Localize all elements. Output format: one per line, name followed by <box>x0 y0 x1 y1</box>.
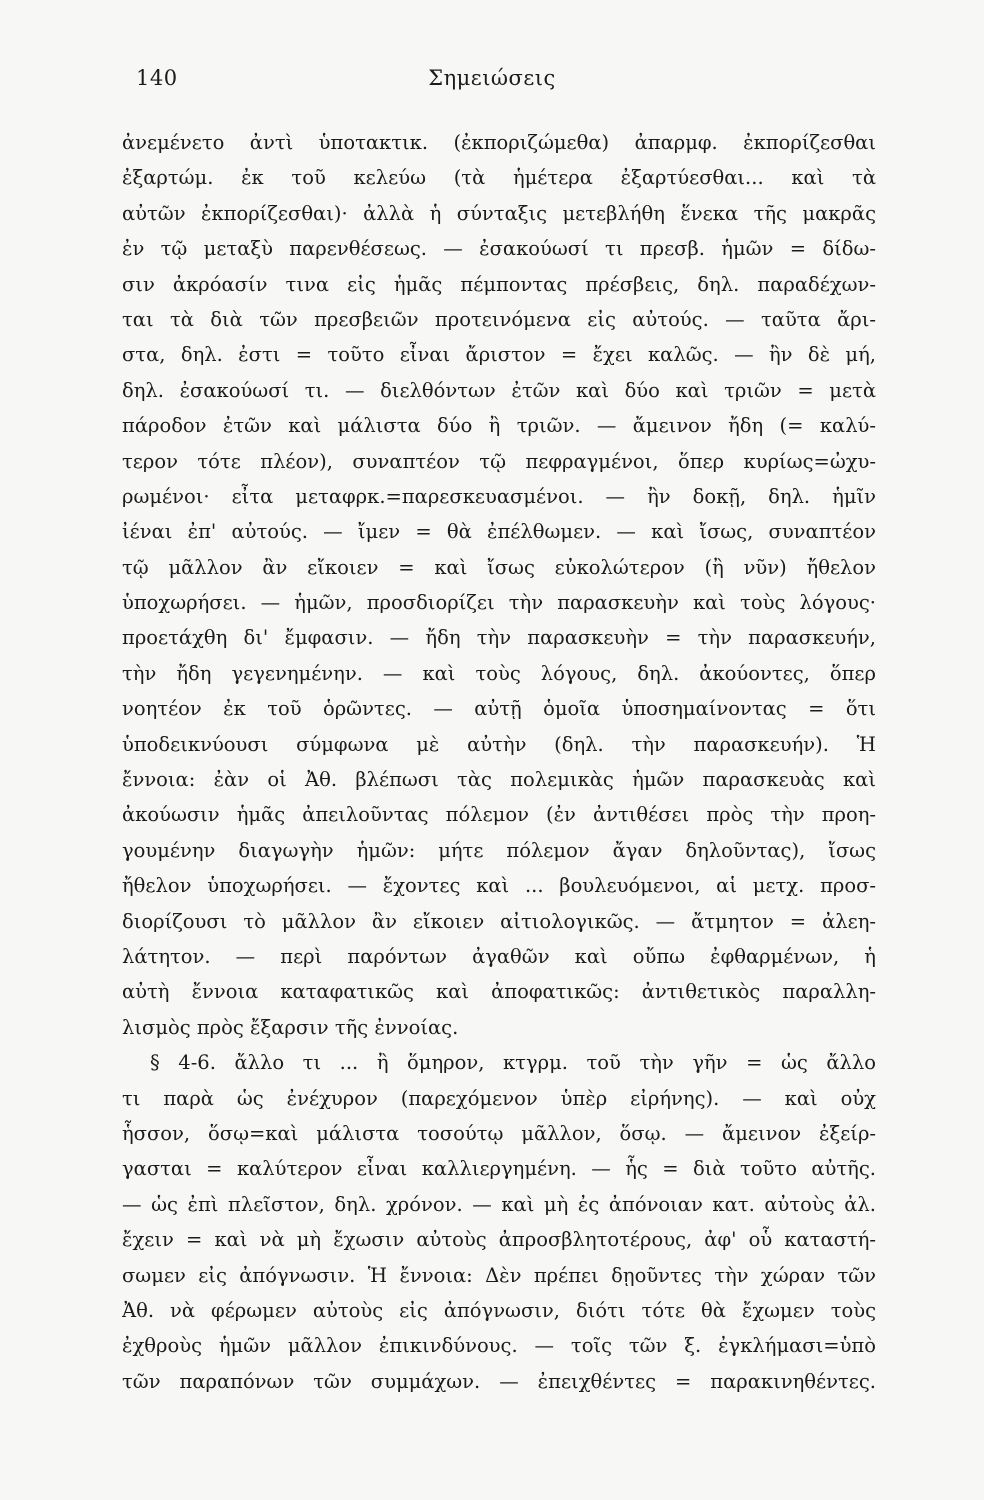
text-line: δηλ. ἐσακούωσί τι. — διελθόντων ἐτῶν καὶ δύο καὶ τριῶν = μετὰ <box>122 378 876 402</box>
running-title: Σημειώσεις <box>428 66 556 90</box>
text-line: γουμένην διαγωγὴν ἡμῶν: μήτε πόλεμον ἄγαν δηλοῦντας), ἴσως <box>122 838 876 862</box>
text-line: τὴν ἤδη γεγενημένην. — καὶ τοὺς λόγους, δηλ. ἀκούοντες, ὅπερ <box>122 661 876 685</box>
text-line: γασται = καλύτερον εἶναι καλλιεργημένη. — ἧς = διὰ τοῦτο αὐτῆς. <box>122 1157 876 1181</box>
text-line: ται τὰ διὰ τῶν πρεσβειῶν προτεινόμενα εἰς αὐτούς. — ταῦτα ἄρι- <box>122 307 876 331</box>
text-line: ἀνεμένετο ἀντὶ ὑποτακτικ. (ἐκποριζώμεθα) ἀπαρμφ. ἐκπορίζεσθαι <box>122 131 876 154</box>
text-line: ρωμένοι· εἶτα μεταφρκ.=παρεσκευασμένοι. — ἢν δοκῇ, δηλ. ἡμῖν <box>122 484 876 508</box>
text-line: τῶν παραπόνων τῶν συμμάχων. — ἐπειχθέντες = παρακινηθέντες. <box>122 1369 876 1393</box>
text-line: ἀκούωσιν ἡμᾶς ἀπειλοῦντας πόλεμον (ἐν ἀντιθέσει πρὸς τὴν προη- <box>122 803 876 827</box>
text-line: ἰέναι ἐπ' αὐτούς. — ἴμεν = θὰ ἐπέλθωμεν. — καὶ ἴσως, συναπτέον <box>122 520 876 544</box>
text-line: στα, δηλ. ἐστι = τοῦτο εἶναι ἄριστον = ἔχει καλῶς. — ἢν δὲ μή, <box>122 343 876 367</box>
text-line: ἔχειν = καὶ νὰ μὴ ἔχωσιν αὐτοὺς ἀπροσβλητοτέρους, ἀφ' οὗ καταστή- <box>122 1228 876 1252</box>
text-line: πάροδον ἐτῶν καὶ μάλιστα δύο ἢ τριῶν. — ἄμεινον ἤδη (= καλύ- <box>122 414 876 438</box>
text-line: αὐτὴ ἔννοια καταφατικῶς καὶ ἀποφατικῶς: ἀντιθετικὸς παραλλη- <box>122 980 876 1004</box>
text-line: τι παρὰ ὡς ἐνέχυρον (παρεχόμενον ὑπὲρ εἰρήνης). — καὶ οὐχ <box>122 1086 876 1110</box>
text-line: νοητέον ἐκ τοῦ ὁρῶντες. — αὐτῇ ὁμοῖα ὑποσημαίνοντας = ὅτι <box>122 697 876 721</box>
text-line: λάτητον. — περὶ παρόντων ἀγαθῶν καὶ οὔπω ἐφθαρμένων, ἡ <box>122 944 876 968</box>
text-line: σιν ἀκρόασίν τινα εἰς ἡμᾶς πέμποντας πρέσβεις, δηλ. παραδέχων- <box>122 272 876 296</box>
text-line: ἐχθροὺς ἡμῶν μᾶλλον ἐπικινδύνους. — τοῖς τῶν ξ. ἐγκλήμασι=ὑπὸ <box>122 1334 876 1358</box>
text-line: ἤθελον ὑποχωρήσει. — ἔχοντες καὶ ... βουλευόμενοι, αἱ μετχ. προσ- <box>122 874 876 898</box>
text-line: ὑποχωρήσει. — ἡμῶν, προσδιορίζει τὴν παρασκευὴν καὶ τοὺς λόγους· <box>122 591 876 615</box>
text-line: ἐξαρτώμ. ἐκ τοῦ κελεύω (τὰ ἡμέτερα ἐξαρτύεσθαι... καὶ τὰ <box>122 166 876 190</box>
text-line: ἔννοια: ἐὰν οἱ Ἀθ. βλέπωσι τὰς πολεμικὰς ἡμῶν παρασκευὰς καὶ <box>122 768 876 792</box>
text-line: ἧσσον, ὅσῳ=καὶ μάλιστα τοσούτῳ μᾶλλον, ὅσῳ. — ἄμεινον ἐξείρ- <box>122 1121 876 1145</box>
text-line: Ἀθ. νὰ φέρωμεν αὐτοὺς εἰς ἀπόγνωσιν, διότι τότε θὰ ἔχωμεν τοὺς <box>122 1298 876 1322</box>
text-line: προετάχθη δι' ἔμφασιν. — ἤδη τὴν παρασκευὴν = τὴν παρασκευήν, <box>122 626 876 650</box>
notes-text <box>122 125 876 1399</box>
text-line: σωμεν εἰς ἀπόγνωσιν. Ἡ ἔννοια: Δὲν πρέπει δῃοῦντες τὴν χώραν τῶν <box>122 1263 876 1287</box>
section-start-line: § 4-6. ἄλλο τι ... ἢ ὅμηρον, κτγρμ. τοῦ τὴν γῆν = ὡς ἄλλο <box>150 1051 876 1075</box>
text-line: ὑποδεικνύουσι σύμφωνα μὲ αὐτὴν (δηλ. τὴν παρασκευήν). Ἡ <box>122 732 876 756</box>
text-line: αὐτῶν ἐκπορίζεσθαι)· ἀλλὰ ἡ σύνταξις μετεβλήθη ἕνεκα τῆς μακρᾶς <box>122 201 876 225</box>
text-line: διορίζουσι τὸ μᾶλλον ἂν εἴκοιεν αἰτιολογικῶς. — ἄτμητον = ἀλεη- <box>122 909 876 933</box>
text-line: τῷ μᾶλλον ἂν εἴκοιεν = καὶ ἴσως εὐκολώτερον (ἢ νῦν) ἤθελον <box>122 555 876 579</box>
page-number: 140 <box>136 66 178 90</box>
paragraph-end-line: λισμὸς πρὸς ἔξαρσιν τῆς ἐννοίας. <box>122 1015 459 1039</box>
text-line: τερον τότε πλέον), συναπτέον τῷ πεφραγμένοι, ὅπερ κυρίως=ὠχυ- <box>122 449 876 473</box>
text-line: — ὡς ἐπὶ πλεῖστον, δηλ. χρόνον. — καὶ μὴ ἐς ἀπόνοιαν κατ. αὐτοὺς ἀλ. <box>122 1192 876 1216</box>
text-line: ἐν τῷ μεταξὺ παρενθέσεως. — ἐσακούωσί τι πρεσβ. ἡμῶν = δίδω- <box>122 237 876 261</box>
